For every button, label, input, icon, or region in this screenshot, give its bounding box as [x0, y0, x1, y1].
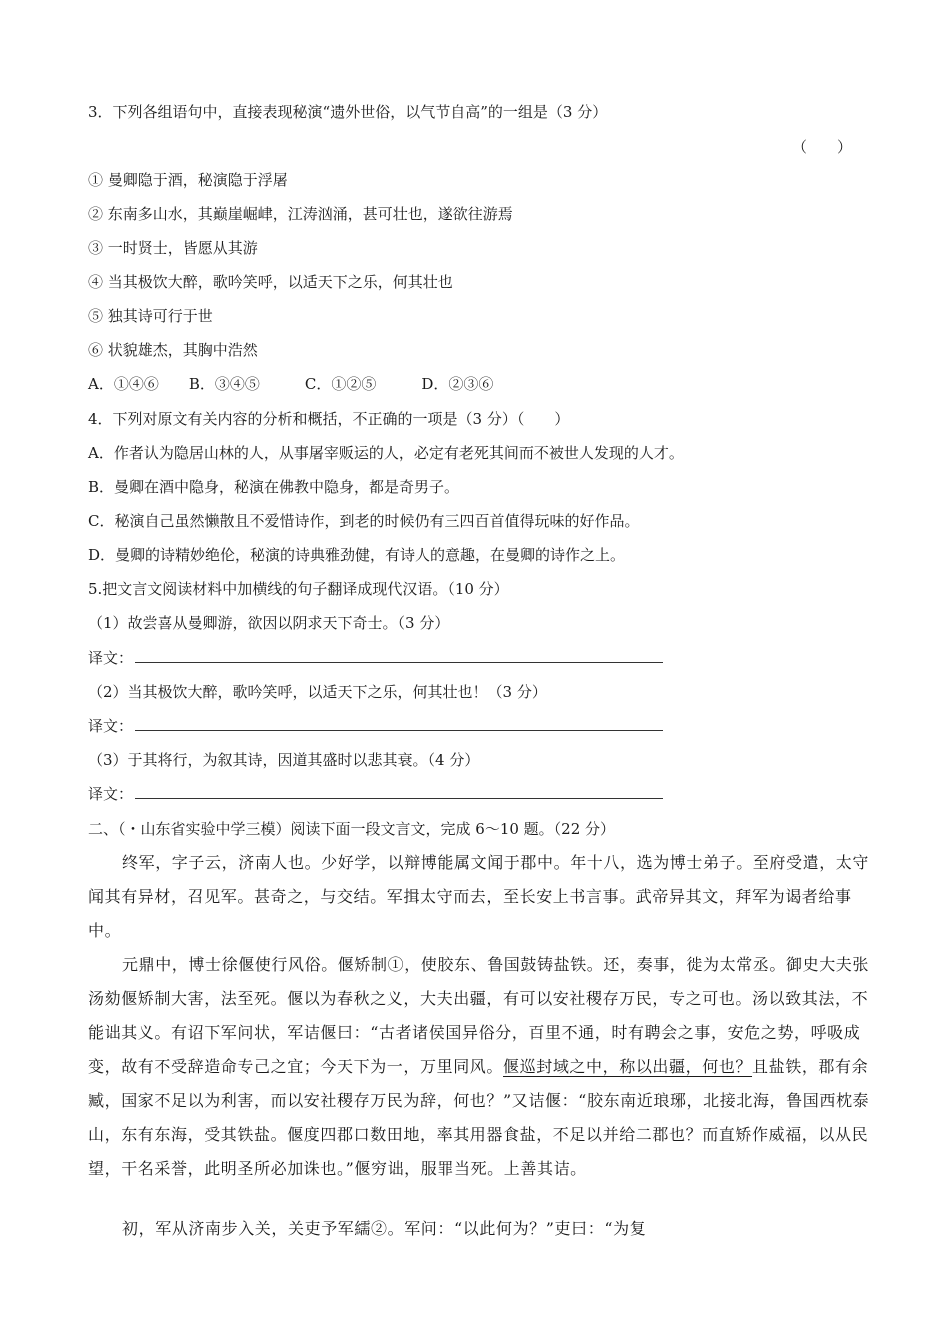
q5-item-1: （1）故尝喜从曼卿游，欲因以阴求天下奇士。（3 分） — [88, 614, 450, 632]
passage-text: 元鼎中，博士徐偃使行风俗。偃矫制①，使胶东、鲁国鼓铸盐铁。还，奏事，徙为太常丞。御史大夫张汤劾偃矫制大害，法至死。偃以为春秋之义，大夫出疆，有可以安社稷存万民，专之可也。汤以致其法，不能诎其义。有诏下军问状，军诘偃曰：“古者诸侯国异俗分，百里不通，时有聘会之事，安危之势，呼吸成变，故有不受辞造命专己之宜；今天下为一，万里同风。 — [88, 955, 870, 1076]
q4-stem: 4．下列对原文有关内容的分析和概括，不正确的一项是（3 分）（ ） — [88, 410, 570, 428]
answer-label: 译文： — [88, 785, 134, 803]
q3-item-5: ⑤ 独其诗可行于世 — [88, 307, 213, 325]
q4-option-b: B．曼卿在酒中隐身，秘演在佛教中隐身，都是奇男子。 — [88, 478, 460, 496]
q4-option-c: C．秘演自己虽然懒散且不爱惜诗作，到老的时候仍有三四百首值得玩味的好作品。 — [88, 512, 640, 530]
q3-options: A．①④⑥ B．③④⑤ C．①②⑤ D．②③⑥ — [88, 375, 494, 393]
q3-stem: 3．下列各组语句中，直接表现秘演“遗外世俗，以气节自高”的一组是（3 分） — [88, 103, 608, 121]
q5-item-2: （2）当其极饮大醉，歌吟笑呼，以适天下之乐，何其壮也！（3 分） — [88, 683, 547, 701]
passage-paragraph-3: 初，军从济南步入关，关吏予军繻②。军问：“以此何为？”吏曰：“为复 — [122, 1219, 647, 1238]
q5-item-3: （3）于其将行，为叙其诗，因道其盛时以悲其衰。（4 分） — [88, 751, 480, 769]
q3-item-6: ⑥ 状貌雄杰，其胸中浩然 — [88, 341, 258, 359]
q4-option-a: A．作者认为隐居山林的人，从事屠宰贩运的人，必定有老死其间而不被世人发现的人才。 — [88, 444, 684, 462]
q3-item-4: ④ 当其极饮大醉，歌吟笑呼，以适天下之乐，何其壮也 — [88, 273, 453, 291]
passage-paragraph-1: 终军，字子云，济南人也。少好学，以辩博能属文闻于郡中。年十八，选为博士弟子。至府受遣，太守闻其有异材，召见军。甚奇之，与交结。军揖太守而去，至长安上书言事。武帝异其文，拜军为谒者给事中。 — [88, 853, 870, 940]
q5-answer-line-2[interactable] — [88, 716, 663, 736]
answer-blank[interactable] — [135, 784, 663, 799]
answer-blank[interactable] — [135, 716, 663, 731]
q4-option-d: D．曼卿的诗精妙绝伦，秘演的诗典雅劲健，有诗人的意趣，在曼卿的诗作之上。 — [88, 546, 626, 564]
passage-paragraph-2 — [88, 948, 878, 1186]
q3-item-3: ③ 一时贤士，皆愿从其游 — [88, 239, 258, 257]
q3-item-1: ① 曼卿隐于酒，秘演隐于浮屠 — [88, 171, 288, 189]
q5-answer-line-1[interactable] — [88, 648, 663, 668]
answer-blank[interactable] — [135, 648, 663, 663]
section2-heading: 二、（・山东省实验中学三模）阅读下面一段文言文，完成 6～10 题。（22 分） — [88, 820, 616, 838]
q5-stem: 5.把文言文阅读材料中加横线的句子翻译成现代汉语。（10 分） — [88, 580, 509, 598]
q3-answer-paren: （ ） — [791, 138, 852, 156]
answer-label: 译文： — [88, 649, 134, 667]
underlined-sentence: 偃巡封域之中，称以出疆，何也？ — [503, 1057, 753, 1076]
passage-text: 且盐铁，郡有余臧，国家不足以为利害，而以安社稷存万民为辞，何也？”又诘偃：“胶东南近琅琊，北接北海，鲁国西枕泰山，东有东海，受其铁盐。偃度四郡口数田地，率其用器食盐，不足以并给二郡也？而直矫作威福，以从民望，干名采誉，此明圣所必加诛也。”偃穷诎，服罪当死。上善其诘。 — [88, 1057, 870, 1178]
answer-label: 译文： — [88, 717, 134, 735]
q3-item-2: ② 东南多山水，其巅崖崛峍，江涛汹涌，甚可壮也，遂欲往游焉 — [88, 205, 513, 223]
q5-answer-line-3[interactable] — [88, 784, 663, 804]
